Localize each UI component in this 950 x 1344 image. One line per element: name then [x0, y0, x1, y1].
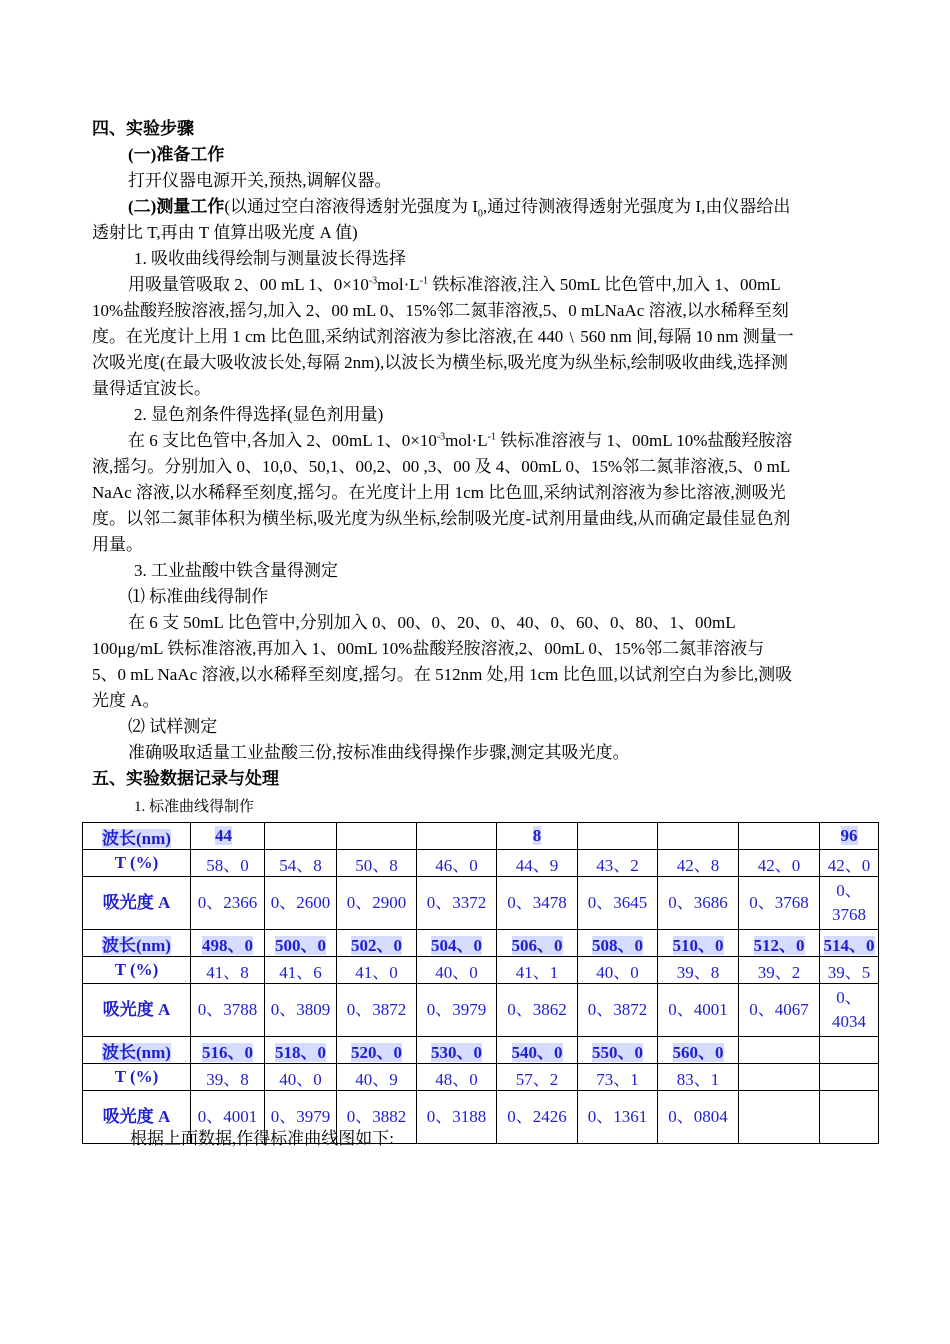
step-2-title: 2. 显色剂条件得选择(显色剂用量) — [134, 405, 384, 424]
table-cell: 0、4067 — [739, 984, 820, 1037]
table-cell: 46、0 — [417, 850, 497, 877]
step-3-subtitle-2: ⑵ 试样测定 — [128, 717, 218, 736]
table-cell: 41、8 — [191, 957, 265, 984]
table-cell: 83、1 — [658, 1064, 739, 1091]
table-cell: 0、3478 — [497, 877, 578, 930]
measure-line — [92, 194, 878, 220]
measure-sub: 0 — [477, 208, 483, 220]
table-cell — [578, 1037, 658, 1064]
step-1-para-line-5: 量得适宜波长。 — [92, 379, 211, 398]
table-cell — [658, 930, 739, 957]
after-table-text: 根据上面数据,作得标准曲线图如下: — [130, 1129, 394, 1148]
table-cell — [497, 1037, 578, 1064]
table-cell — [337, 1037, 417, 1064]
text-run: 铁标准溶液,注入 50mL 比色管中,加入 1、00mL — [428, 275, 781, 294]
row-label: 吸光度 A — [83, 877, 191, 930]
table-cell: 39、5 — [820, 957, 879, 984]
measure-text-3: 透射比 T,再由 T 值算出吸光度 A 值) — [92, 223, 358, 242]
table-cell — [417, 930, 497, 957]
row-label: T (%) — [83, 1064, 191, 1091]
table-cell: 0、2900 — [337, 877, 417, 930]
table-cell — [265, 930, 337, 957]
step-3-para-line-4: 光度 A。 — [92, 691, 160, 710]
row-label — [83, 1037, 191, 1064]
step-3-para-line-5: 准确吸取适量工业盐酸三份,按标准曲线得操作步骤,测定其吸光度。 — [128, 743, 630, 762]
section-5-title: 五、实验数据记录与处理 — [92, 769, 279, 788]
table-cell — [337, 823, 417, 850]
highlight: 波长(nm) — [102, 828, 171, 848]
table-cell — [265, 823, 337, 850]
table-cell: 0、3686 — [658, 877, 739, 930]
highlight: 540、0 — [511, 1042, 563, 1062]
table-cell — [820, 1091, 879, 1144]
absorbance-row — [83, 877, 879, 930]
row-label: 吸光度 A — [83, 1091, 191, 1144]
wavelength-row — [83, 823, 879, 850]
step-3-title: 3. 工业盐酸中铁含量得测定 — [134, 561, 338, 580]
highlight: 520、0 — [351, 1042, 402, 1062]
table-cell — [820, 823, 879, 850]
prep-title: (一)准备工作 — [128, 145, 225, 164]
table-cell — [337, 930, 417, 957]
table-cell: 0、3768 — [739, 877, 820, 930]
table-cell: 42、0 — [820, 850, 879, 877]
absorbance-row — [83, 984, 879, 1037]
data-table-body — [83, 823, 879, 1144]
document-body — [92, 116, 878, 792]
row-label — [83, 930, 191, 957]
table-cell: 0、2366 — [191, 877, 265, 930]
table-cell — [191, 1037, 265, 1064]
table-cell — [417, 823, 497, 850]
table-cell: 40、0 — [265, 1064, 337, 1091]
table-cell — [820, 1064, 879, 1091]
table-cell: 50、8 — [337, 850, 417, 877]
section-4-title: 四、实验步骤 — [92, 119, 194, 138]
table-cell: 0、1361 — [578, 1091, 658, 1144]
highlight: 498、0 — [202, 935, 253, 955]
table-cell: 40、9 — [337, 1064, 417, 1091]
superscript: -1 — [487, 431, 497, 443]
table-cell: 40、0 — [578, 957, 658, 984]
highlight: 波长(nm) — [102, 1042, 171, 1062]
table-cell: 0、4001 — [191, 1091, 265, 1144]
table-cell — [265, 1037, 337, 1064]
table-cell: 0、3372 — [417, 877, 497, 930]
transmittance-row — [83, 850, 879, 877]
step-2-para-line-2: 液,摇匀。分别加入 0、10,0、50,1、00,2、00 ,3、00 及 4、00mL 0、15%邻二氮菲溶液,5、0 mL — [92, 457, 791, 476]
table-cell — [497, 823, 578, 850]
step-3-para-line-3: 5、0 mL NaAc 溶液,以水稀释至刻度,摇匀。在 512nm 处,用 1cm 比色皿,以试剂空白为参比,测吸 — [92, 665, 793, 684]
table-cell — [739, 1064, 820, 1091]
table-cell: 41、0 — [337, 957, 417, 984]
text-run: 铁标准溶液与 1、00mL 10%盐酸羟胺溶 — [496, 431, 793, 450]
row-label: T (%) — [83, 957, 191, 984]
table-cell: 43、2 — [578, 850, 658, 877]
table-cell — [497, 930, 578, 957]
table-cell — [191, 823, 265, 850]
table-cell — [820, 1037, 879, 1064]
highlight: 500、0 — [275, 935, 326, 955]
prep-text: 打开仪器电源开关,预热,调解仪器。 — [128, 171, 392, 190]
table-cell: 39、2 — [739, 957, 820, 984]
step-2-para-line-3: NaAc 溶液,以水稀释至刻度,摇匀。在光度计上用 1cm 比色皿,采纳试剂溶液为参比溶液,测吸光 — [92, 483, 786, 502]
table-cell: 41、1 — [497, 957, 578, 984]
highlight: 504、0 — [431, 935, 482, 955]
step-3-subtitle-1: ⑴ 标准曲线得制作 — [128, 587, 269, 606]
table-cell — [578, 930, 658, 957]
wavelength-row — [83, 1037, 879, 1064]
text-run: mol·L — [445, 431, 488, 450]
data-table — [82, 822, 879, 1144]
measure-text-2: ,通过待测液得透射光强度为 I,由仪器给出 — [482, 197, 791, 216]
table-cell: 0、3188 — [417, 1091, 497, 1144]
table-cell: 44、9 — [497, 850, 578, 877]
table-cell — [658, 823, 739, 850]
table-cell — [578, 823, 658, 850]
highlight: 550、0 — [592, 1042, 643, 1062]
superscript: -3 — [436, 431, 446, 443]
highlight: 508、0 — [592, 935, 643, 955]
table-cell: 39、8 — [658, 957, 739, 984]
table-cell: 0、4001 — [658, 984, 739, 1037]
table-cell: 40、0 — [417, 957, 497, 984]
table-cell: 57、2 — [497, 1064, 578, 1091]
highlight: 530、0 — [431, 1042, 482, 1062]
text-run: mol·L — [377, 275, 420, 294]
step-2-para-line-5: 用量。 — [92, 535, 143, 554]
text-run: 在 6 支比色管中,各加入 2、00mL 1、0×10 — [128, 431, 437, 450]
step-2-para-line-4: 度。以邻二氮菲体积为横坐标,吸光度为纵坐标,绘制吸光度-试剂用量曲线,从而确定最佳显色剂 — [92, 509, 791, 528]
table-cell: 0、3645 — [578, 877, 658, 930]
highlight: 96 — [840, 826, 858, 845]
highlight: 44 — [215, 826, 232, 845]
table-cell: 39、8 — [191, 1064, 265, 1091]
table-cell: 42、0 — [739, 850, 820, 877]
table-caption: 1. 标准曲线得制作 — [134, 799, 255, 815]
highlight: 510、0 — [672, 935, 724, 955]
step-3-para-line-2: 100μg/mL 铁标准溶液,再加入 1、00mL 10%盐酸羟胺溶液,2、00mL 0、15%邻二氮菲溶液与 — [92, 639, 765, 658]
row-label: 吸光度 A — [83, 984, 191, 1037]
table-cell — [739, 1037, 820, 1064]
row-label: T (%) — [83, 850, 191, 877]
table-cell: 0、3862 — [497, 984, 578, 1037]
table-cell — [739, 823, 820, 850]
text-run: 用吸量管吸取 2、00 mL 1、0×10 — [128, 275, 369, 294]
table-cell: 0、3872 — [578, 984, 658, 1037]
measure-title: (二)测量工作 — [128, 197, 225, 216]
step-1-title: 1. 吸收曲线得绘制与测量波长得选择 — [134, 249, 406, 268]
highlight: 516、0 — [202, 1042, 253, 1062]
highlight: 560、0 — [672, 1042, 724, 1062]
table-cell — [739, 1091, 820, 1144]
table-cell: 41、6 — [265, 957, 337, 984]
highlight: 512、0 — [753, 935, 805, 955]
table-cell: 0、3788 — [191, 984, 265, 1037]
table-cell — [658, 1037, 739, 1064]
table-cell: 0、3979 — [417, 984, 497, 1037]
superscript: -3 — [368, 275, 378, 287]
table-cell — [191, 930, 265, 957]
highlight: 8 — [532, 826, 542, 845]
step-1-para-line-4: 次吸光度(在最大吸收波长处,每隔 2nm),以波长为横坐标,吸光度为纵坐标,绘制吸收曲线,选择测 — [92, 353, 789, 372]
table-cell: 0、2426 — [497, 1091, 578, 1144]
step-3-para-line-1: 在 6 支 50mL 比色管中,分别加入 0、00、0、20、0、40、0、60、0、80、1、00mL — [128, 613, 736, 632]
table-cell: 0、2600 — [265, 877, 337, 930]
step-2-para-line-1 — [92, 428, 878, 454]
table-cell: 0、4034 — [820, 984, 879, 1037]
table-cell — [417, 1037, 497, 1064]
step-1-para-line-2: 10%盐酸羟胺溶液,摇匀,加入 2、00 mL 0、15%邻二氮菲溶液,5、0 mLNaAc 溶液,以水稀释至刻 — [92, 301, 789, 320]
table-cell: 48、0 — [417, 1064, 497, 1091]
table-cell: 0、3768 — [820, 877, 879, 930]
table-cell: 0、3872 — [337, 984, 417, 1037]
highlight: 518、0 — [275, 1042, 326, 1062]
table-cell — [739, 930, 820, 957]
table-cell: 58、0 — [191, 850, 265, 877]
table-cell: 73、1 — [578, 1064, 658, 1091]
superscript: -1 — [419, 275, 429, 287]
table-cell: 0、3882 — [337, 1091, 417, 1144]
table-cell: 54、8 — [265, 850, 337, 877]
highlight: 514、0 — [823, 935, 875, 955]
table-cell: 0、3809 — [265, 984, 337, 1037]
measure-text-1: (以通过空白溶液得透射光强度为 I — [224, 197, 478, 216]
transmittance-row — [83, 957, 879, 984]
table-cell — [820, 930, 879, 957]
table-cell: 0、3979 — [265, 1091, 337, 1144]
highlight: 波长(nm) — [102, 935, 171, 955]
wavelength-row — [83, 930, 879, 957]
table-cell: 0、0804 — [658, 1091, 739, 1144]
highlight: 502、0 — [351, 935, 402, 955]
row-label — [83, 823, 191, 850]
step-1-para-line-1 — [92, 272, 878, 298]
highlight: 506、0 — [511, 935, 563, 955]
table-cell: 42、8 — [658, 850, 739, 877]
transmittance-row — [83, 1064, 879, 1091]
step-1-para-line-3: 度。在光度计上用 1 cm 比色皿,采纳试剂溶液为参比溶液,在 440﹨560 nm 间,每隔 10 nm 测量一 — [92, 327, 794, 346]
